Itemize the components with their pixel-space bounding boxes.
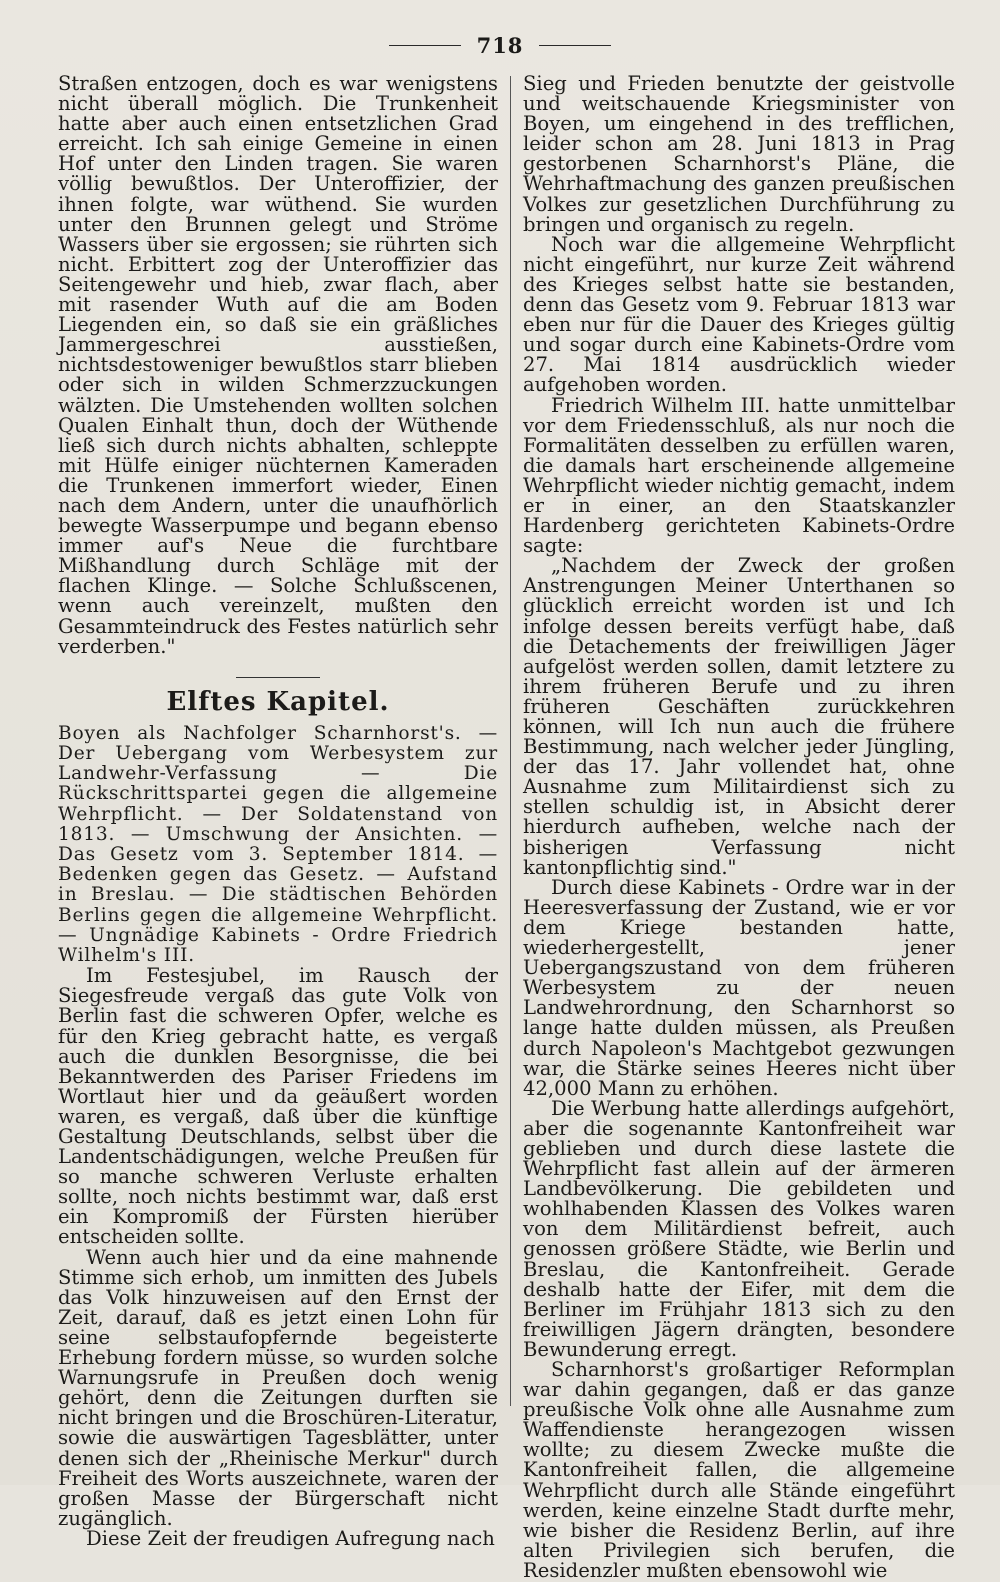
left-paragraph-2: Im Festesjubel, im Rausch der Siegesfreude vergaß das gute Volk von Berlin fast die schweren Opfer, welche es für den Krieg gebracht hatte, es vergaß auch die dunklen Besorgnisse, die bei Bekanntwerden des Pariser Friedens im Wortlaut hier und da geäußert worden waren, es vergaß, daß über die künftige Gestaltung Deutschlands, selbst über die Landentschädigungen, welche Preußen für so manche schweren Verluste erhalten sollte, noch nichts bestimmt war, daß erst ein Kompromiß der Fürsten hierüber entscheiden sollte. (58, 964, 498, 1249)
left-paragraph-4: Diese Zeit der freudigen Aufregung nach (86, 1526, 495, 1550)
left-column (58, 74, 498, 1549)
chapter-separator-rule (236, 677, 320, 678)
column-divider (510, 76, 511, 1406)
header-rule-left (389, 45, 461, 46)
chapter-summary: Boyen als Nachfolger Scharnhorst's. — Der Uebergang vom Werbesystem zur Landwehr-Verfassung — Die Rückschrittspartei gegen die allgemeine Wehrpflicht. — Der Soldatenstand von 1813. — Umschwung der Ansichten. — Das Gesetz vom 3. September 1814. — Bedenken gegen das Gesetz. — Aufstand in Breslau. — Die städtischen Behörden Berlins gegen die allgemeine Wehrpflicht. — Ungnädige Kabinets - Ordre Friedrich Wilhelm's III. (58, 722, 498, 967)
page-number: 718 (476, 32, 524, 58)
right-paragraph-3: Friedrich Wilhelm III. hatte unmittelbar vor dem Friedensschluß, als nur noch die Formalitäten desselben zu erfüllen waren, die damals hart erscheinende allgemeine Wehrpflicht wieder nichtig gemacht, indem er in einer, an den Staatskanzler Hardenberg gerichteten Kabinets-Ordre sagte: (523, 393, 955, 558)
right-paragraph-2: Noch war die allgemeine Wehrpflicht nicht eingeführt, nur kurze Zeit während des Krieges selbst hatte sie bestanden, denn das Gesetz vom 9. Februar 1813 war eben nur für die Dauer des Krieges gültig und sogar durch eine Kabinets-Ordre vom 27. Mai 1814 ausdrücklich wieder aufgehoben worden. (523, 232, 955, 397)
header-rule-right (539, 45, 611, 46)
right-paragraph-5: Durch diese Kabinets - Ordre war in der Heeresverfassung der Zustand, wie er vor dem Kriege bestanden hatte, wiederhergestellt, jener Uebergangszustand von dem früheren Werbesystem zu der neuen Landwehrordnung, den Scharnhorst so lange hatte dulden müssen, als Preußen durch Napoleon's Machtgebot gezwungen war, die Stärke seines Heeres nicht über 42,000 Mann zu erhöhen. (523, 875, 955, 1100)
chapter-title: Elftes Kapitel. (166, 686, 390, 717)
right-paragraph-7: Scharnhorst's großartiger Reformplan war dahin gegangen, daß er das ganze preußische Volk ohne alle Ausnahme zum Waffendienste herangezogen wissen wollte; zu diesem Zwecke mußte die Kantonfreiheit fallen, die allgemeine Wehrpflicht durch alle Stände eingeführt werden, keine einzelne Stadt durfte mehr, wie bisher die Residenz Berlin, auf ihre alten Privilegien sich berufen, die Residenzler mußten ebensowohl wie (523, 1358, 955, 1582)
right-paragraph-6: Die Werbung hatte allerdings aufgehört, aber die sogenannte Kantonfreiheit war geblieben und durch diese lastete die Wehrpflicht fast allein auf der ärmeren Landbevölkerung. Die gebildeten und wohlhabenden Klassen des Volkes waren von dem Militärdienst befreit, auch genossen größere Städte, wie Berlin und Breslau, die Kantonfreiheit. Gerade deshalb hatte der Eifer, mit dem die Berliner im Frühjahr 1813 sich zu den freiwilligen Jägern drängten, besondere Bewunderung erregt. (523, 1096, 955, 1361)
right-paragraph-1: Sieg und Frieden benutzte der geistvolle und weitschauende Kriegsminister von Boyen, um eingehend in des trefflichen, leider schon am 28. Juni 1813 in Prag gestorbenen Scharnhorst's Pläne, die Wehrhaftmachung des ganzen preußischen Volkes zur gesetzlichen Durchführung zu bringen und organisch zu regeln. (523, 72, 955, 236)
right-column (523, 74, 955, 1581)
left-paragraph-3: Wenn auch hier und da eine mahnende Stimme sich erhob, um inmitten des Jubels das Volk hinzuweisen auf den Ernst der Zeit, darauf, daß es jetzt einen Lohn für seine selbstaufopfernde begeisterte Erhebung fordern müsse, so wurden solche Warnungsrufe in Preußen doch wenig gehört, denn die Zeitungen durften sie nicht bringen und die Broschüren-Literatur, sowie die auswärtigen Tagesblätter, unter denen sich der „Rheinische Merkur" durch Freiheit des Worts auszeichnete, waren der großen Masse der Bürgerschaft nicht zugänglich. (58, 1245, 498, 1530)
right-paragraph-4: „Nachdem der Zweck der großen Anstrengungen Meiner Unterthanen so glücklich erreicht worden ist und Ich infolge dessen bereits verfügt habe, daß die Detachements der freiwilligen Jäger aufgelöst werden sollen, damit letztere zu ihrem früheren Berufe und zu ihren früheren Geschäften zurückkehren können, will Ich nun auch die frühere Bestimmung, nach welcher jeder Jüngling, der das 17. Jahr vollendet hat, ohne Ausnahme zum Militairdienst sich zu stellen schuldig ist, in Absicht derer hierdurch aufheben, welche nach der bisherigen Verfassung nicht kantonpflichtig sind." (523, 554, 955, 879)
page-header (0, 30, 1000, 60)
left-paragraph-1: Straßen entzogen, doch es war wenigstens nicht überall möglich. Die Trunkenheit hatte aber auch einen entsetzlichen Grad erreicht. Ich sah einige Gemeine in einen Hof unter den Linden tragen. Sie waren völlig bewußtlos. Der Unteroffizier, der ihnen folgte, war wüthend. Sie wurden unter den Brunnen gelegt und Ströme Wassers über sie ergossen; sie rührten sich nicht. Erbittert zog der Unteroffizier das Seitengewehr und hieb, zwar flach, aber mit rasender Wuth auf die am Boden Liegenden ein, so daß sie ein gräßliches Jammergeschrei ausstießen, nichtsdestoweniger bewußtlos starr blieben oder sich in wilden Schmerzzuckungen wälzten. Die Umstehenden wollten solchen Qualen Einhalt thun, doch der Wüthende ließ sich durch nichts abhalten, schleppte mit Hülfe einiger nüchternen Kameraden die Trunkenen immerfort wieder, Einen nach dem Andern, unter die unaufhörlich bewegte Wasserpumpe und begann ebenso immer auf's Neue die furchtbare Mißhandlung durch Schläge mit der flachen Klinge. — Solche Schlußscenen, wenn auch vereinzelt, mußten den Gesammteindruck des Festes natürlich sehr verderben." (58, 72, 498, 658)
